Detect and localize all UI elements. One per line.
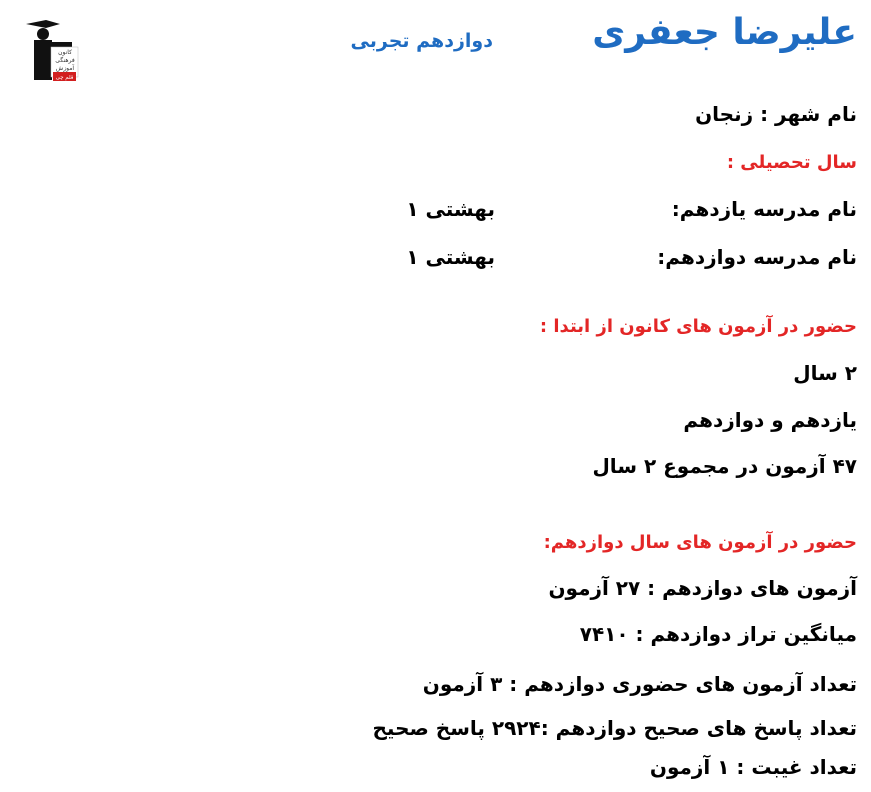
grade-label: دوازدهم تجربی — [350, 30, 493, 52]
attendance-exams: ۴۷ آزمون در مجموع ۲ سال — [592, 454, 857, 478]
attendance-grades: یازدهم و دوازدهم — [683, 408, 857, 432]
school-12-label: نام مدرسه دوازدهم: — [657, 245, 857, 269]
school-11-value: بهشتی ۱ — [406, 197, 495, 221]
kanoon-logo — [24, 14, 80, 82]
city-line: نام شهر : زنجان — [695, 102, 857, 126]
attendance-years: ۲ سال — [793, 361, 857, 385]
avg-score-line: میانگین تراز دوازدهم : ۷۴۱۰ — [579, 622, 857, 646]
attendance-12-heading: حضور در آزمون های سال دوازدهم: — [543, 532, 857, 553]
school-year-heading: سال تحصیلی : — [726, 152, 857, 173]
correct-answers-line: تعداد پاسخ های صحیح دوازدهم :۲۹۲۴ پاسخ صحیح — [372, 716, 857, 740]
svg-text:قلم چی: قلم چی — [55, 75, 74, 81]
svg-text:فرهنگی: فرهنگی — [55, 57, 75, 64]
student-name: علیرضا جعفری — [592, 12, 857, 53]
school-11-label: نام مدرسه یازدهم: — [671, 197, 857, 221]
exams-12-line: آزمون های دوازدهم : ۲۷ آزمون — [548, 576, 857, 600]
graduate-figure-icon — [24, 14, 80, 82]
svg-text:کانون: کانون — [58, 49, 72, 56]
svg-text:آموزش: آموزش — [55, 65, 75, 72]
absences-line: تعداد غیبت : ۱ آزمون — [649, 755, 857, 779]
attendance-total-heading: حضور در آزمون های کانون از ابتدا : — [539, 316, 857, 337]
in-person-line: تعداد آزمون های حضوری دوازدهم : ۳ آزمون — [422, 672, 857, 696]
school-12-value: بهشتی ۱ — [406, 245, 495, 269]
